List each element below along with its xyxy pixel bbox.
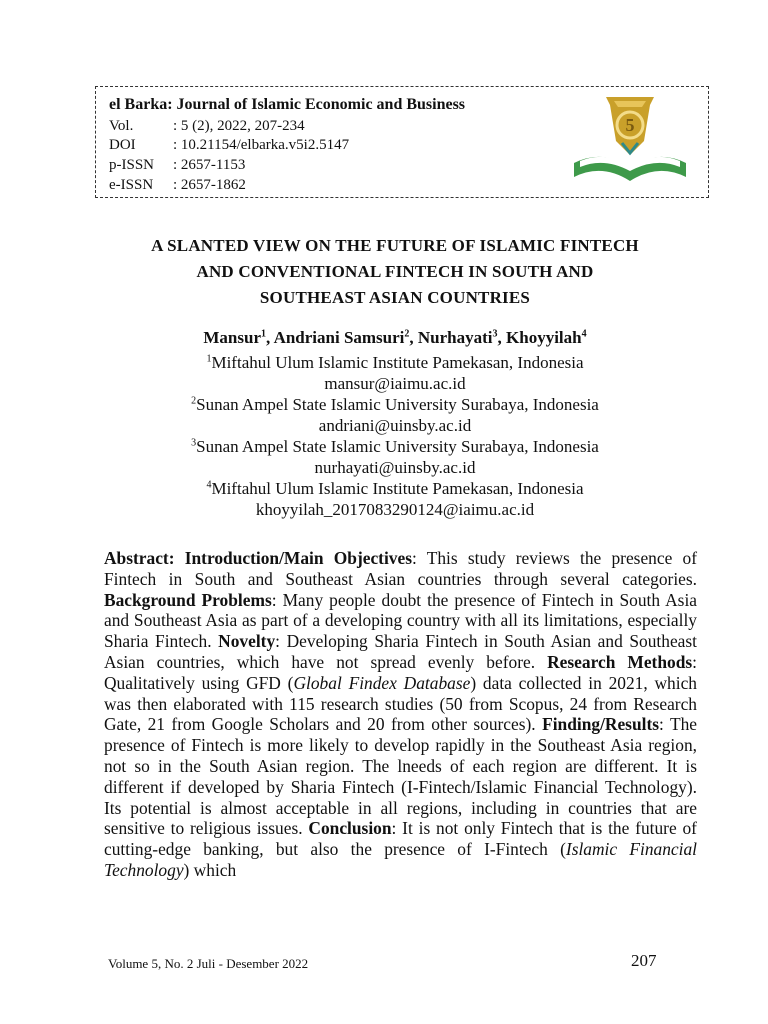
affiliation-email: andriani@uinsby.ac.id [318,416,472,435]
meta-label: p-ISSN [109,157,155,173]
abstract-conclusion-label: Conclusion [308,818,392,839]
abstract-intro-label: Introduction/Main Objectives [174,548,412,568]
affiliation-list [90,352,700,520]
abstract-background-label: Background Problems [104,589,272,610]
affiliation-email: khoyyilah_2017083290124@iaimu.ac.id [255,500,535,519]
affiliation-institution-text: Miftahul Ulum Islamic Institute Pamekasan, Indonesia [211,353,584,372]
meta-label: DOI [109,137,136,153]
abstract-intro-text: : This study reviews the presence of Fintech in South and Southeast Asian countries through several categories. [104,548,697,589]
affiliation-sup: 1 [206,353,212,365]
author-sup: 2 [404,328,410,340]
abstract-label: Abstract: [104,548,175,568]
author-sup: 3 [492,328,498,340]
abstract-methods-text: ) data collected in 2021, which was then elaborated with 115 research studies (50 from Scopus, 24 from Research Gate, 21 from Google Scholars and 20 from other sources). [104,672,697,735]
meta-eissn [109,176,246,194]
meta-value: : 2657-1153 [173,157,246,173]
abstract-conclusion-text: : It is not only Fintech that is the future of cutting-edge banking, but also the presence of I-Fintech ( [104,818,697,860]
footer-page-number: 207 [631,951,657,970]
abstract-findings-text: : The presence of Fintech is more likely to develop rapidly in the Southeast Asia region, not so in the South Asian region. The lneeds of each region are different. It is different if developed by Sharia Fintech (I-Fintech/Islamic Financial Technology). Its potential is almost acceptable in all regions, including in countries that are sensitive to religious issues. [104,714,697,839]
abstract-paragraph [104,548,697,881]
author-sep: , [409,328,418,347]
author-name: Mansur [203,328,261,347]
abstract-findings-label: Finding/Results [542,714,660,735]
emblem-numeral: 5 [625,115,635,135]
abstract-conclusion-text: ) which [183,859,237,880]
meta-volume [109,117,305,135]
author-name: Andriani Samsuri [273,328,405,347]
affiliation-sup: 4 [206,479,212,491]
affiliation-institution [90,394,700,415]
affiliation-institution [90,352,700,373]
author-name: Khoyyilah [506,328,582,347]
affiliation-sup: 2 [191,395,197,407]
affiliation-institution-text: Sunan Ampel State Islamic University Surabaya, Indonesia [196,437,599,456]
meta-value: : 2657-1862 [173,177,246,193]
paper-title-line: SOUTHEAST ASIAN COUNTRIES [259,288,531,307]
paper-title-line: A SLANTED VIEW ON THE FUTURE OF ISLAMIC FINTECH [151,236,639,255]
affiliation-email: mansur@iaimu.ac.id [324,374,466,393]
abstract-novelty-text: : Developing Sharia Fintech in South Asian and Southeast Asian countries, which have not spread evenly before. [104,631,697,672]
abstract-methods-italic: Global Findex Database [293,672,471,693]
abstract-background-text: : Many people doubt the presence of Fintech in South Asia and Southeast Asia as part of a developing country with all its limitations, especially Sharia Fintech. [104,589,697,652]
author-name: Nurhayati [417,328,493,347]
paper-title-line: AND CONVENTIONAL FINTECH IN SOUTH AND [196,262,594,281]
journal-logo-icon [566,91,694,191]
meta-label: e-ISSN [109,177,154,193]
abstract-novelty-label: Novelty [218,631,276,652]
journal-title: el Barka: Journal of Islamic Economic and Business [109,96,466,113]
affiliation-institution [90,478,700,499]
meta-doi [109,136,349,154]
meta-value: : 10.21154/elbarka.v5i2.5147 [173,137,350,153]
journal-header-box [95,86,709,198]
author-sep: , [266,328,274,347]
author-sep: , [497,328,507,347]
affiliation-institution-text: Sunan Ampel State Islamic University Surabaya, Indonesia [196,395,599,414]
affiliation-email: nurhayati@uinsby.ac.id [314,458,476,477]
abstract-methods-label: Research Methods [547,651,693,672]
affiliation-institution [90,436,700,457]
abstract-methods-text: : Qualitatively using GFD ( [104,651,698,693]
abstract-conclusion-italic: Islamic Financial Technology [104,839,698,880]
paper-title [90,233,700,311]
meta-label: Vol. [109,118,134,134]
footer-volume-line: Volume 5, No. 2 Juli - Desember 2022 [108,956,309,971]
meta-pissn [109,156,245,174]
author-sup: 1 [261,328,266,340]
affiliation-sup: 3 [191,437,197,449]
emblem-top-shape [614,101,646,107]
meta-value: : 5 (2), 2022, 207-234 [173,118,305,134]
author-list [90,327,700,349]
author-sup: 4 [581,328,587,340]
affiliation-institution-text: Miftahul Ulum Islamic Institute Pamekasan, Indonesia [211,479,584,498]
